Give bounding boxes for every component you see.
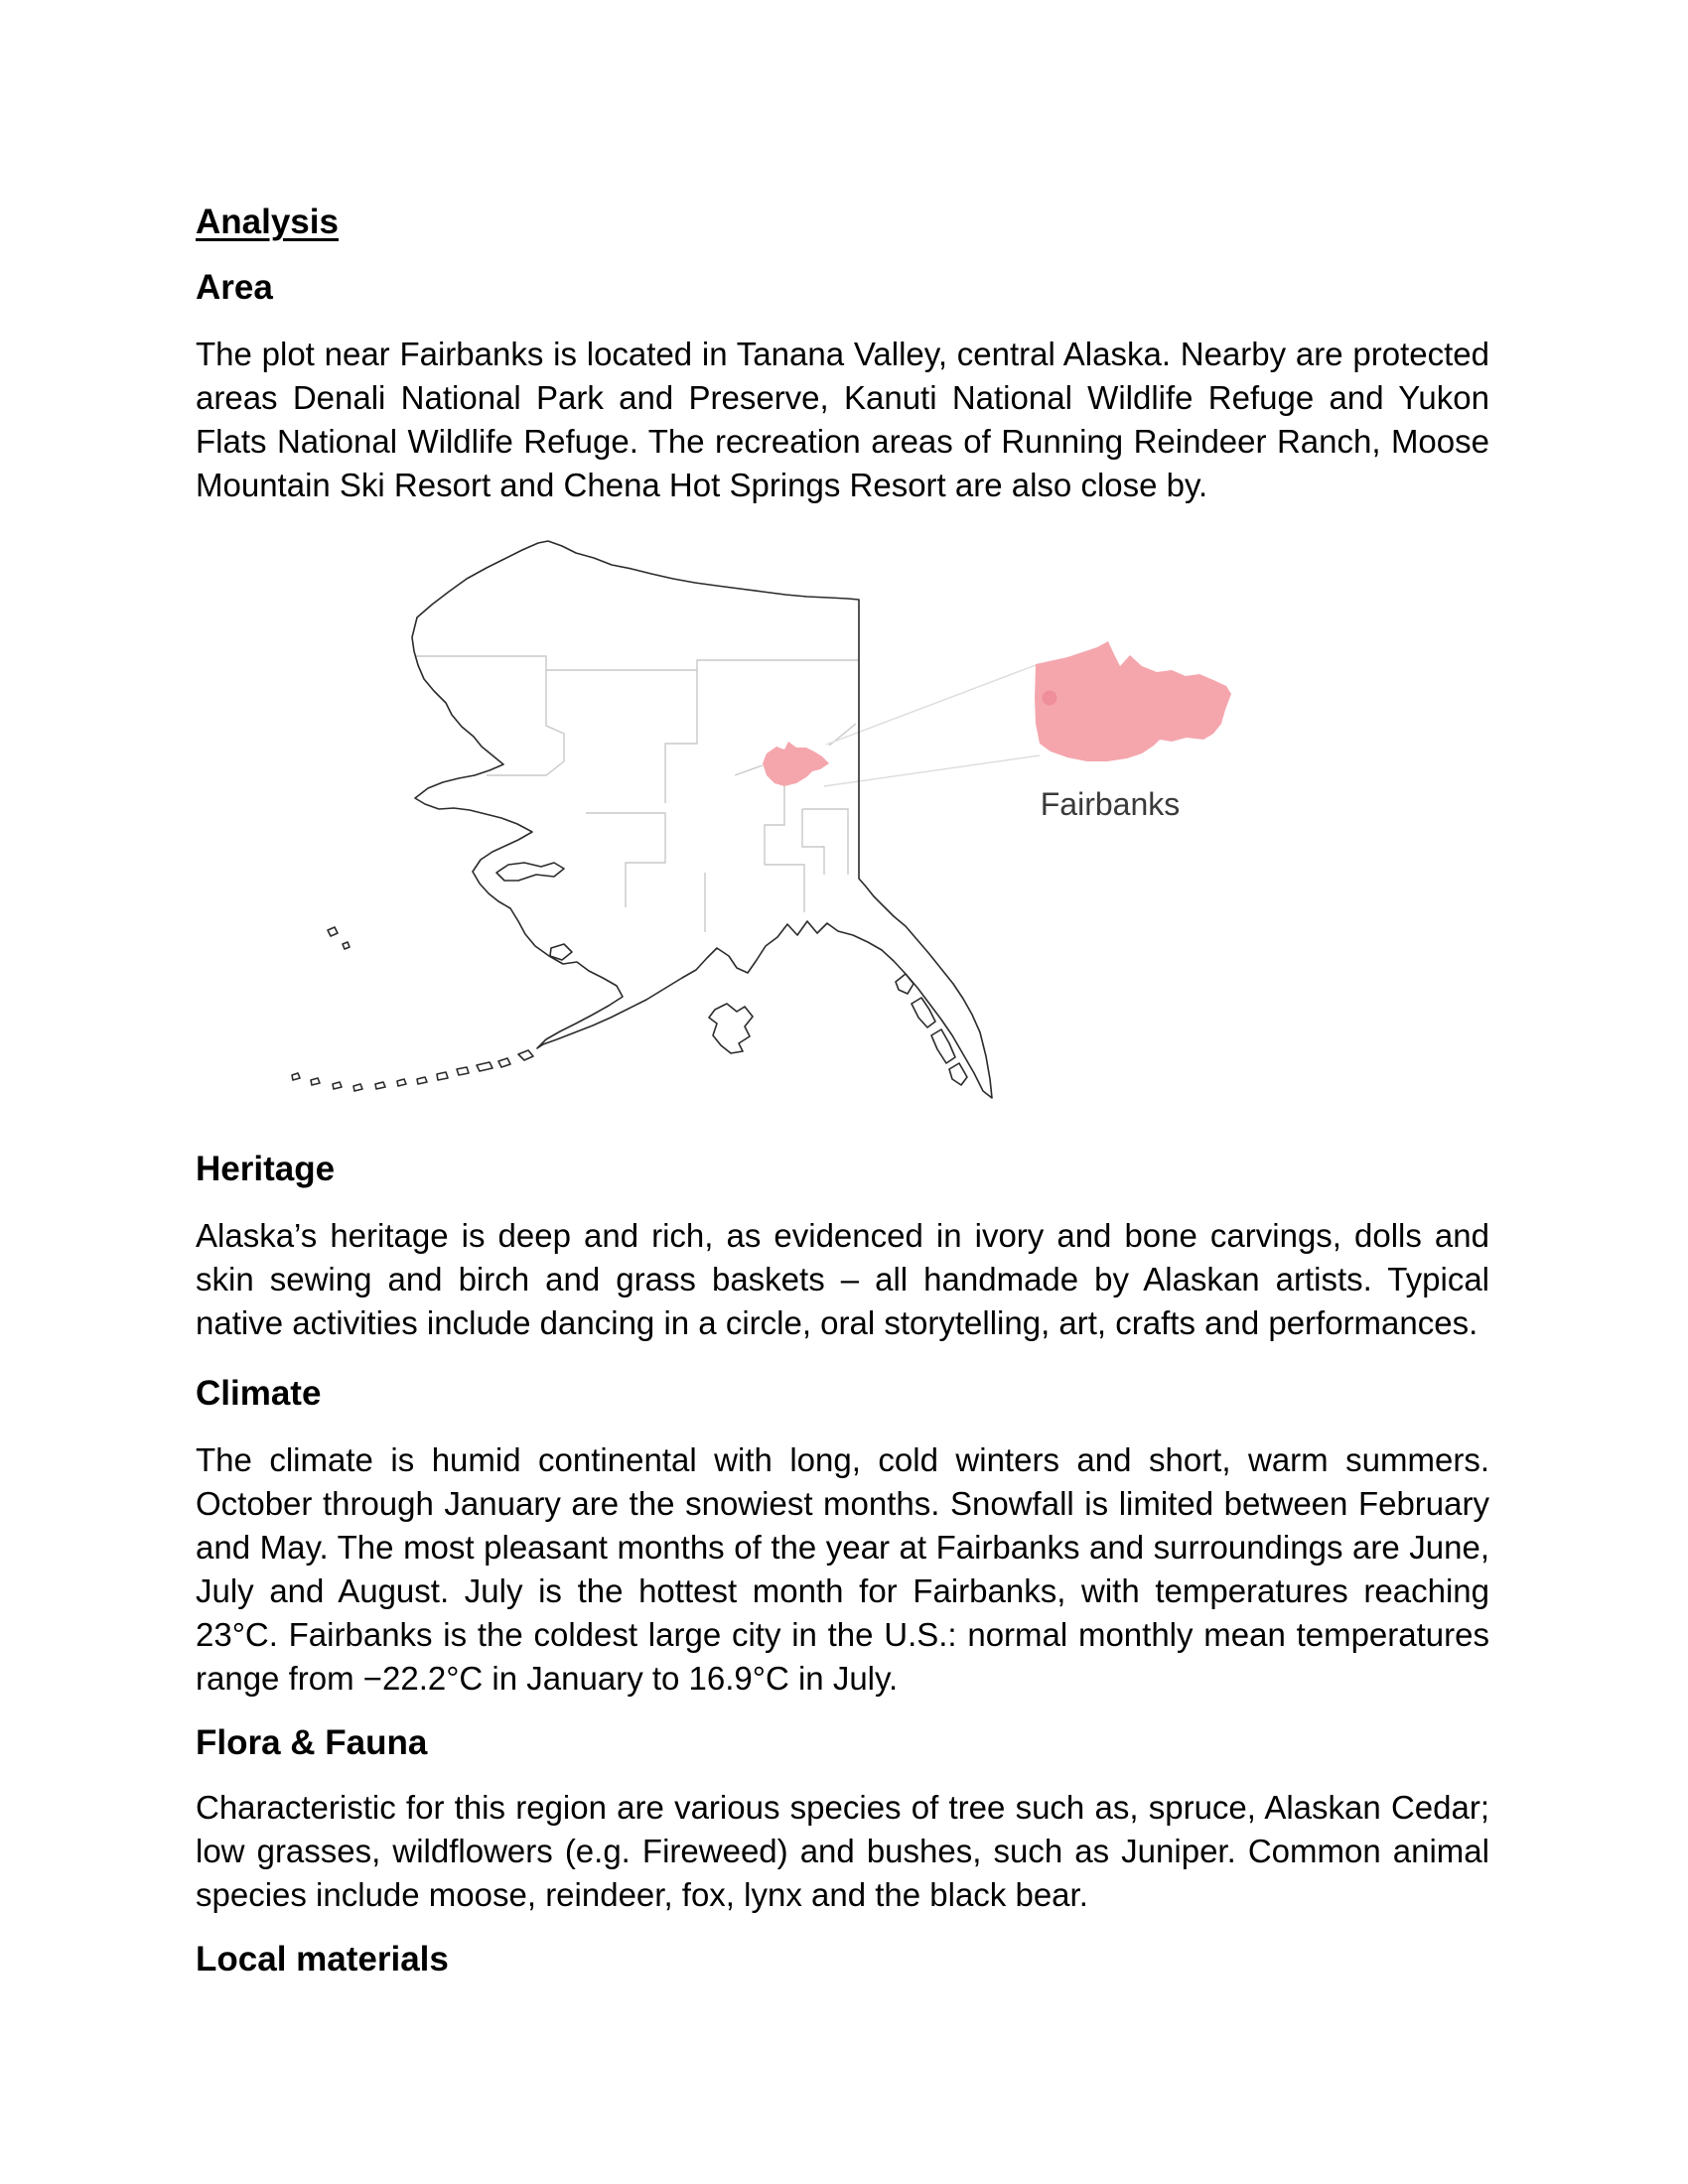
heading-climate: Climate [196, 1374, 322, 1413]
fairbanks-borough-zoomed [1035, 641, 1231, 761]
heading-analysis [196, 202, 1489, 243]
heading-heritage: Heritage [196, 1150, 336, 1188]
area-map-figure [196, 515, 1489, 1111]
paragraph-flora-fauna: Characteristic for this region are various species of tree such as, spruce, Alaskan Cedar; low grasses, wildflowers (e.g. Fireweed) and bushes, such as Juniper. Common animal species include moose, reindeer, fox, lynx and the black bear. [196, 1789, 1489, 1913]
paragraph-climate: The climate is humid continental with long, cold winters and short, warm summers. October through January are the snowiest months. Snowfall is limited between February and May. The most pleasant months of the year at Fairbanks and surroundings are June, July and August. July is the hottest month for Fairbanks, with temperatures reaching 23°C. Fairbanks is the coldest large city in the U.S.: normal monthly mean temperatures range from −22.2°C in January to 16.9°C in July. [196, 1441, 1489, 1697]
paragraph-heritage: Alaska’s heritage is deep and rich, as evidenced in ivory and bone carvings, dolls and skin sewing and birch and grass baskets – all handmade by Alaskan artists. Typical native activities include dancing in a circle, oral storytelling, art, crafts and performances. [196, 1217, 1489, 1341]
heading-flora-fauna: Flora & Fauna [196, 1723, 428, 1762]
heading-analysis-text: Analysis [196, 203, 339, 241]
alaska-map [248, 515, 1241, 1111]
alaska-outline [292, 541, 992, 1098]
paragraph-area: The plot near Fairbanks is located in Tanana Valley, central Alaska. Nearby are protected areas Denali National Park and Preserve, Kanuti National Wildlife Refuge and Yukon Flats National Wildlife Refuge. The recreation areas of Running Reindeer Ranch, Moose Mountain Ski Resort and Chena Hot Springs Resort are also close by. [196, 336, 1489, 503]
fairbanks-city-marker [1043, 691, 1057, 706]
fairbanks-label: Fairbanks [1040, 786, 1181, 822]
heading-area: Area [196, 268, 273, 307]
heading-local-materials: Local materials [196, 1940, 449, 1979]
